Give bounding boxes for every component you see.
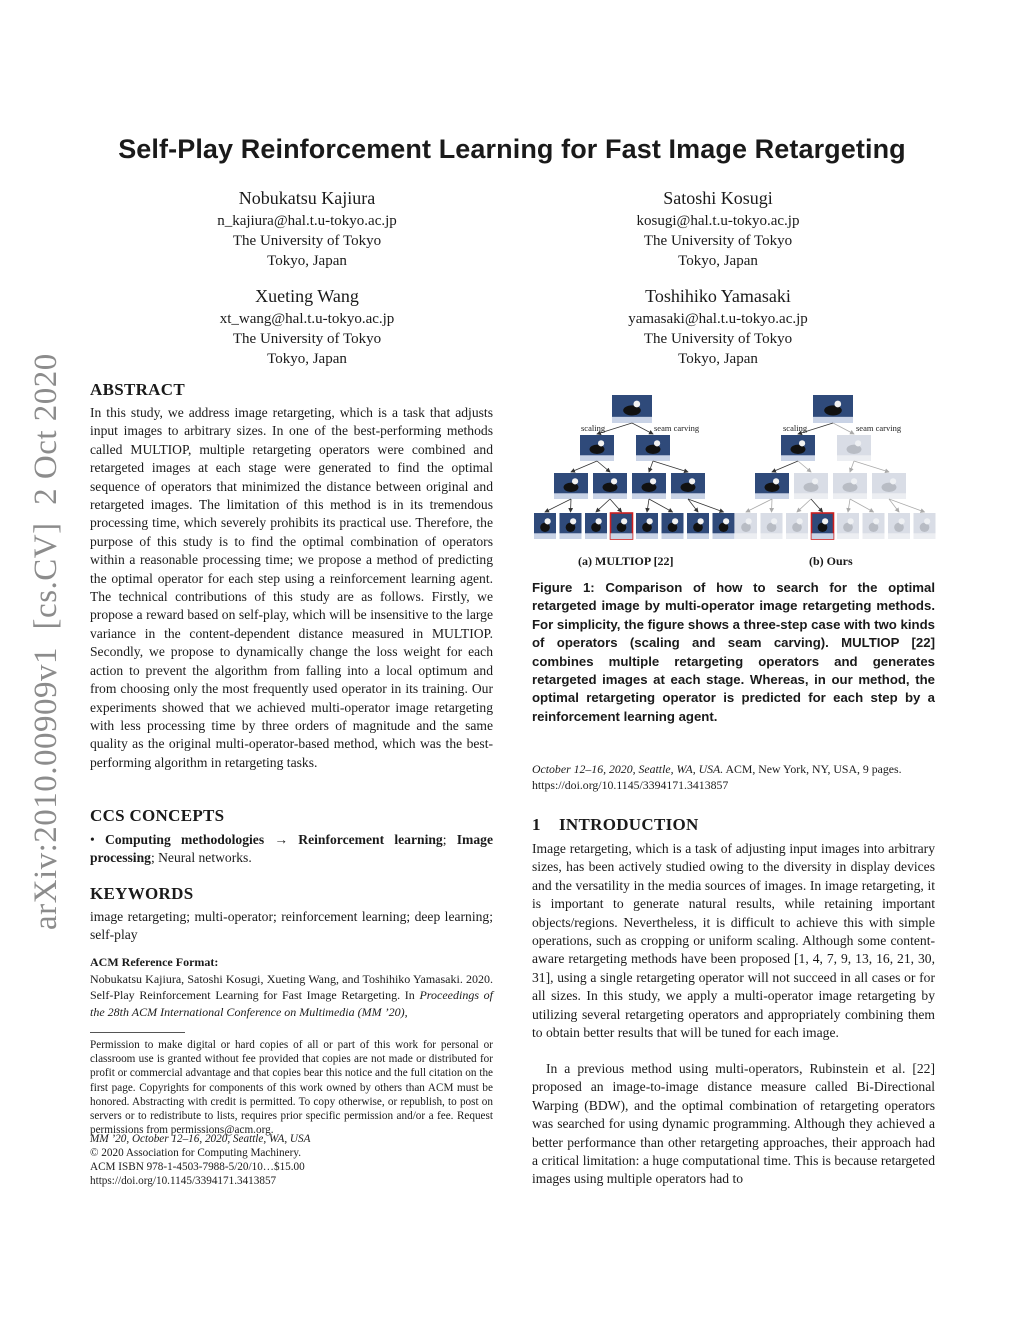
retargeted-image-thumbnail — [872, 473, 906, 499]
intro-paragraph: Image retargeting, which is a task of adjusting input images into arbitrary sizes, has been actively studied owing to the diversity in display devices and the versatility in the media sources of images. In image retargeting, it is important to generate natural results, while retaining important objects/regions. Nevertheless, it is difficult to achieve this with simple operations, such as cropping or uniform scaling. Although some content-aware retargeting methods have been proposed [1, 4, 7, 9, 13, 16, 21, 30, 31], using a single retargeting operator will not succeed in all cases or for all sizes. In this study, we apply a multi-operator image retargeting by utilizing several retargeting operators and appropriately combining them to obtain better results that will be tuned for each image. — [532, 841, 935, 1041]
retargeted-image-thumbnail — [812, 513, 834, 539]
retargeted-image-thumbnail — [560, 513, 582, 539]
author-affiliation: The University of Tokyo — [643, 233, 793, 249]
tree-edge-arrow — [647, 499, 649, 512]
acm-ref-plain: Nobukatsu Kajiura, Satoshi Kosugi, Xueting Wang, and Toshihiko Yamasaki. 2020. Self-Play Reinforcement Learning for Fast Image Retargeting. In — [90, 972, 493, 1003]
ccs-term: Image processing — [90, 832, 494, 866]
keywords-text: image retargeting; multi-operator; reinforcement learning; deep learning; self-play — [90, 909, 493, 943]
retargeted-image-thumbnail — [735, 513, 757, 539]
figure-caption: Figure 1: Comparison of how to search for the optimal retargeted image by multi-operator image retargeting methods. For simplicity, the figure shows a three-step case with two kinds of operators (scaling and seam carving). MULTIOP [22] combines multiple retargeting operators and generates retargeted images at each stage. Whereas, in our method, the optimal retargeting operator is predicted for each step by a reinforcement learning agent. — [532, 580, 935, 724]
tree-edge-arrow — [811, 499, 823, 512]
tree-edge-arrow — [571, 499, 572, 512]
intro-heading: 1 INTRODUCTION — [532, 815, 699, 834]
conference-line — [532, 762, 935, 794]
author-name: Xueting Wang — [255, 286, 359, 306]
ccs-heading: CCS CONCEPTS — [90, 806, 225, 825]
author-affiliation: The University of Tokyo — [643, 331, 793, 347]
retargeted-image-thumbnail — [662, 513, 684, 539]
tree-edge-arrow — [854, 461, 889, 472]
author-location: Tokyo, Japan — [267, 351, 347, 367]
footnote-rule — [90, 1032, 185, 1033]
retargeted-image-thumbnail — [755, 473, 789, 499]
conf-doi: https://doi.org/10.1145/3394171.3413857 — [532, 777, 729, 792]
retargeted-image-thumbnail — [612, 395, 652, 423]
keywords-heading: KEYWORDS — [90, 884, 194, 903]
retargeted-image-thumbnail — [794, 473, 828, 499]
author-location: Tokyo, Japan — [678, 351, 758, 367]
retargeted-image-thumbnail — [781, 435, 815, 461]
retargeted-image-thumbnail — [914, 513, 936, 539]
retargeted-image-thumbnail — [632, 473, 666, 499]
paper-title: Self-Play Reinforcement Learning for Fast Image Retargeting — [118, 134, 906, 164]
retargeted-image-thumbnail — [585, 513, 607, 539]
author-affiliation: The University of Tokyo — [232, 233, 382, 249]
author-affiliation: The University of Tokyo — [232, 331, 382, 347]
conf-italic: October 12–16, 2020, Seattle, WA, USA. — [532, 762, 724, 776]
permission-text: Permission to make digital or hard copies of all or part of this work for personal or classroom use is granted without fee provided that copies are not made or distributed for profit or commercial advantage and that copies bear this notice and the full citation on the first page. Copyrights for components of this work owned by others than ACM must be honored. Abstracting with credit is permitted. To copy otherwise, or republish, to post on servers or to redistribute to lists, requires prior specific permission and/or a fee. Request permissions from permissions@acm.org. — [90, 1039, 493, 1137]
retargeted-image-thumbnail — [813, 395, 853, 423]
tree-edge-arrow — [772, 461, 798, 472]
author-email: yamasaki@hal.t.u-tokyo.ac.jp — [628, 311, 808, 327]
tree-edge-arrow — [797, 499, 811, 512]
ccs-separator: ; — [442, 832, 457, 847]
author-name: Nobukatsu Kajiura — [238, 188, 376, 208]
author-email: kosugi@hal.t.u-tokyo.ac.jp — [636, 213, 800, 229]
retargeted-image-thumbnail — [863, 513, 885, 539]
ccs-bullet: • — [90, 832, 95, 847]
label-seam-carving: seam carving — [654, 423, 700, 433]
tree-edge-arrow — [649, 499, 673, 512]
intro-paragraph: In a previous method using multi-operators, Rubinstein et al. [22] proposed an image-to-image distance measure called Bi-Directional Warping (BDW), and the optimal combination of retargeting operators was searched for using dynamic programming. Although they achieved a better performance than other retargeting approaches, their approach had a critical limitation: a huge computational time. This is because retargeted images using multiple operators had to — [532, 1061, 935, 1187]
tree-edge-arrow — [798, 461, 811, 472]
tree-edge-arrow — [772, 499, 773, 512]
retargeted-image-thumbnail — [580, 435, 614, 461]
label-seam-carving: seam carving — [856, 423, 902, 433]
figure-1 — [530, 395, 940, 550]
retargeted-image-thumbnail — [837, 513, 859, 539]
author-block — [558, 186, 878, 271]
retargeted-image-thumbnail — [786, 513, 808, 539]
author-email: xt_wang@hal.t.u-tokyo.ac.jp — [219, 311, 395, 327]
tree-edge-arrow — [571, 461, 597, 472]
tree-edge-arrow — [545, 499, 571, 512]
arxiv-stamp: arXiv:2010.00909v1 [cs.CV] 2 Oct 2020 — [28, 353, 64, 930]
retargeted-image-thumbnail — [671, 473, 705, 499]
retargeted-image-thumbnail — [687, 513, 709, 539]
tree-edge-arrow — [850, 499, 874, 512]
author-block — [558, 284, 878, 369]
retargeted-image-thumbnail — [833, 473, 867, 499]
author-location: Tokyo, Japan — [678, 253, 758, 269]
acm-ref-heading: ACM Reference Format: — [90, 955, 219, 969]
ccs-arrow: → — [264, 832, 299, 847]
multiop-tree — [534, 395, 735, 539]
tree-edge-arrow — [596, 499, 610, 512]
retargeted-image-thumbnail — [837, 435, 871, 461]
label-scaling: scaling — [581, 423, 606, 433]
tree-edge-arrow — [850, 461, 854, 472]
retargeted-image-thumbnail — [636, 435, 670, 461]
author-block — [147, 284, 467, 369]
tree-edge-arrow — [746, 499, 772, 512]
ours-tree — [735, 395, 936, 539]
abstract-text: In this study, we address image retargeting, which is a task that adjusts input images to arbitrary sizes. In one of the best-performing methods called MULTIOP, multiple retargeting operators were combined and retargeted images at each stage were generated to find the optimal sequence of operators that minimized the distance between original and retargeted images. The limitation of this method is in its tremendous processing time, which severely prohibits its practical use. Therefore, the purpose of this study is to find the optimal combination of operators within a reasonable processing time; we propose a method of predicting the optimal operator for each step using a reinforcement learning agent. The technical contributions of this study are as follows. Firstly, we propose a reward based on self-play, which will be insensitive to the large variance in the content-dependent distance measured in MULTIOP. Secondly, we propose to dynamically change the loss weight for each action to prevent the algorithm from falling into a local optimum and from choosing only the most frequently used operator in its training. Our experiments showed that we achieved multi-operator image retargeting with less processing time by three orders of magnitude and the same quality as the original multi-operator-based method, which was the best-performing algorithm in retargeting tasks. — [90, 405, 493, 770]
retargeting-tree-diagram — [530, 395, 940, 550]
label-scaling: scaling — [783, 423, 808, 433]
permission-conf: MM ’20, October 12–16, 2020, Seattle, WA, USA — [90, 1133, 311, 1145]
isbn: ACM ISBN 978-1-4503-7988-5/20/10…$15.00 — [90, 1161, 305, 1173]
author-name: Satoshi Kosugi — [663, 188, 773, 208]
author-email: n_kajiura@hal.t.u-tokyo.ac.jp — [217, 213, 397, 229]
tree-edge-arrow — [632, 423, 653, 434]
ccs-tail: ; Neural networks. — [150, 850, 252, 866]
permission-doi: https://doi.org/10.1145/3394171.3413857 — [90, 1175, 277, 1187]
tree-edge-arrow — [610, 499, 622, 512]
retargeted-image-thumbnail — [554, 473, 588, 499]
tree-edge-arrow — [833, 423, 854, 434]
retargeted-image-thumbnail — [713, 513, 735, 539]
retargeted-image-thumbnail — [761, 513, 783, 539]
copyright: © 2020 Association for Computing Machinery. — [90, 1147, 301, 1159]
acm-ref-text — [90, 971, 493, 1020]
ccs-text — [90, 831, 493, 868]
acm-ref-italic: Proceedings of the 28th ACM International Conference on Multimedia (MM ’20), — [90, 988, 494, 1019]
tree-edge-arrow — [653, 461, 688, 472]
tree-edge-arrow — [848, 499, 850, 512]
subfigure-a-label: (a) MULTIOP [22] — [578, 554, 674, 568]
retargeted-image-thumbnail — [636, 513, 658, 539]
author-block — [147, 186, 467, 271]
tree-edge-arrow — [649, 461, 653, 472]
retargeted-image-thumbnail — [888, 513, 910, 539]
ccs-term: Reinforcement learning — [298, 832, 443, 847]
ccs-term: Computing methodologies — [105, 832, 265, 847]
conf-plain: ACM, New York, NY, USA, 9 pages. — [723, 762, 902, 776]
tree-edge-arrow — [597, 461, 610, 472]
author-name: Toshihiko Yamasaki — [645, 286, 791, 306]
subfigure-b-label: (b) Ours — [809, 554, 853, 568]
abstract-heading: ABSTRACT — [90, 380, 185, 399]
author-location: Tokyo, Japan — [267, 253, 347, 269]
retargeted-image-thumbnail — [534, 513, 556, 539]
retargeted-image-thumbnail — [611, 513, 633, 539]
retargeted-image-thumbnail — [593, 473, 627, 499]
